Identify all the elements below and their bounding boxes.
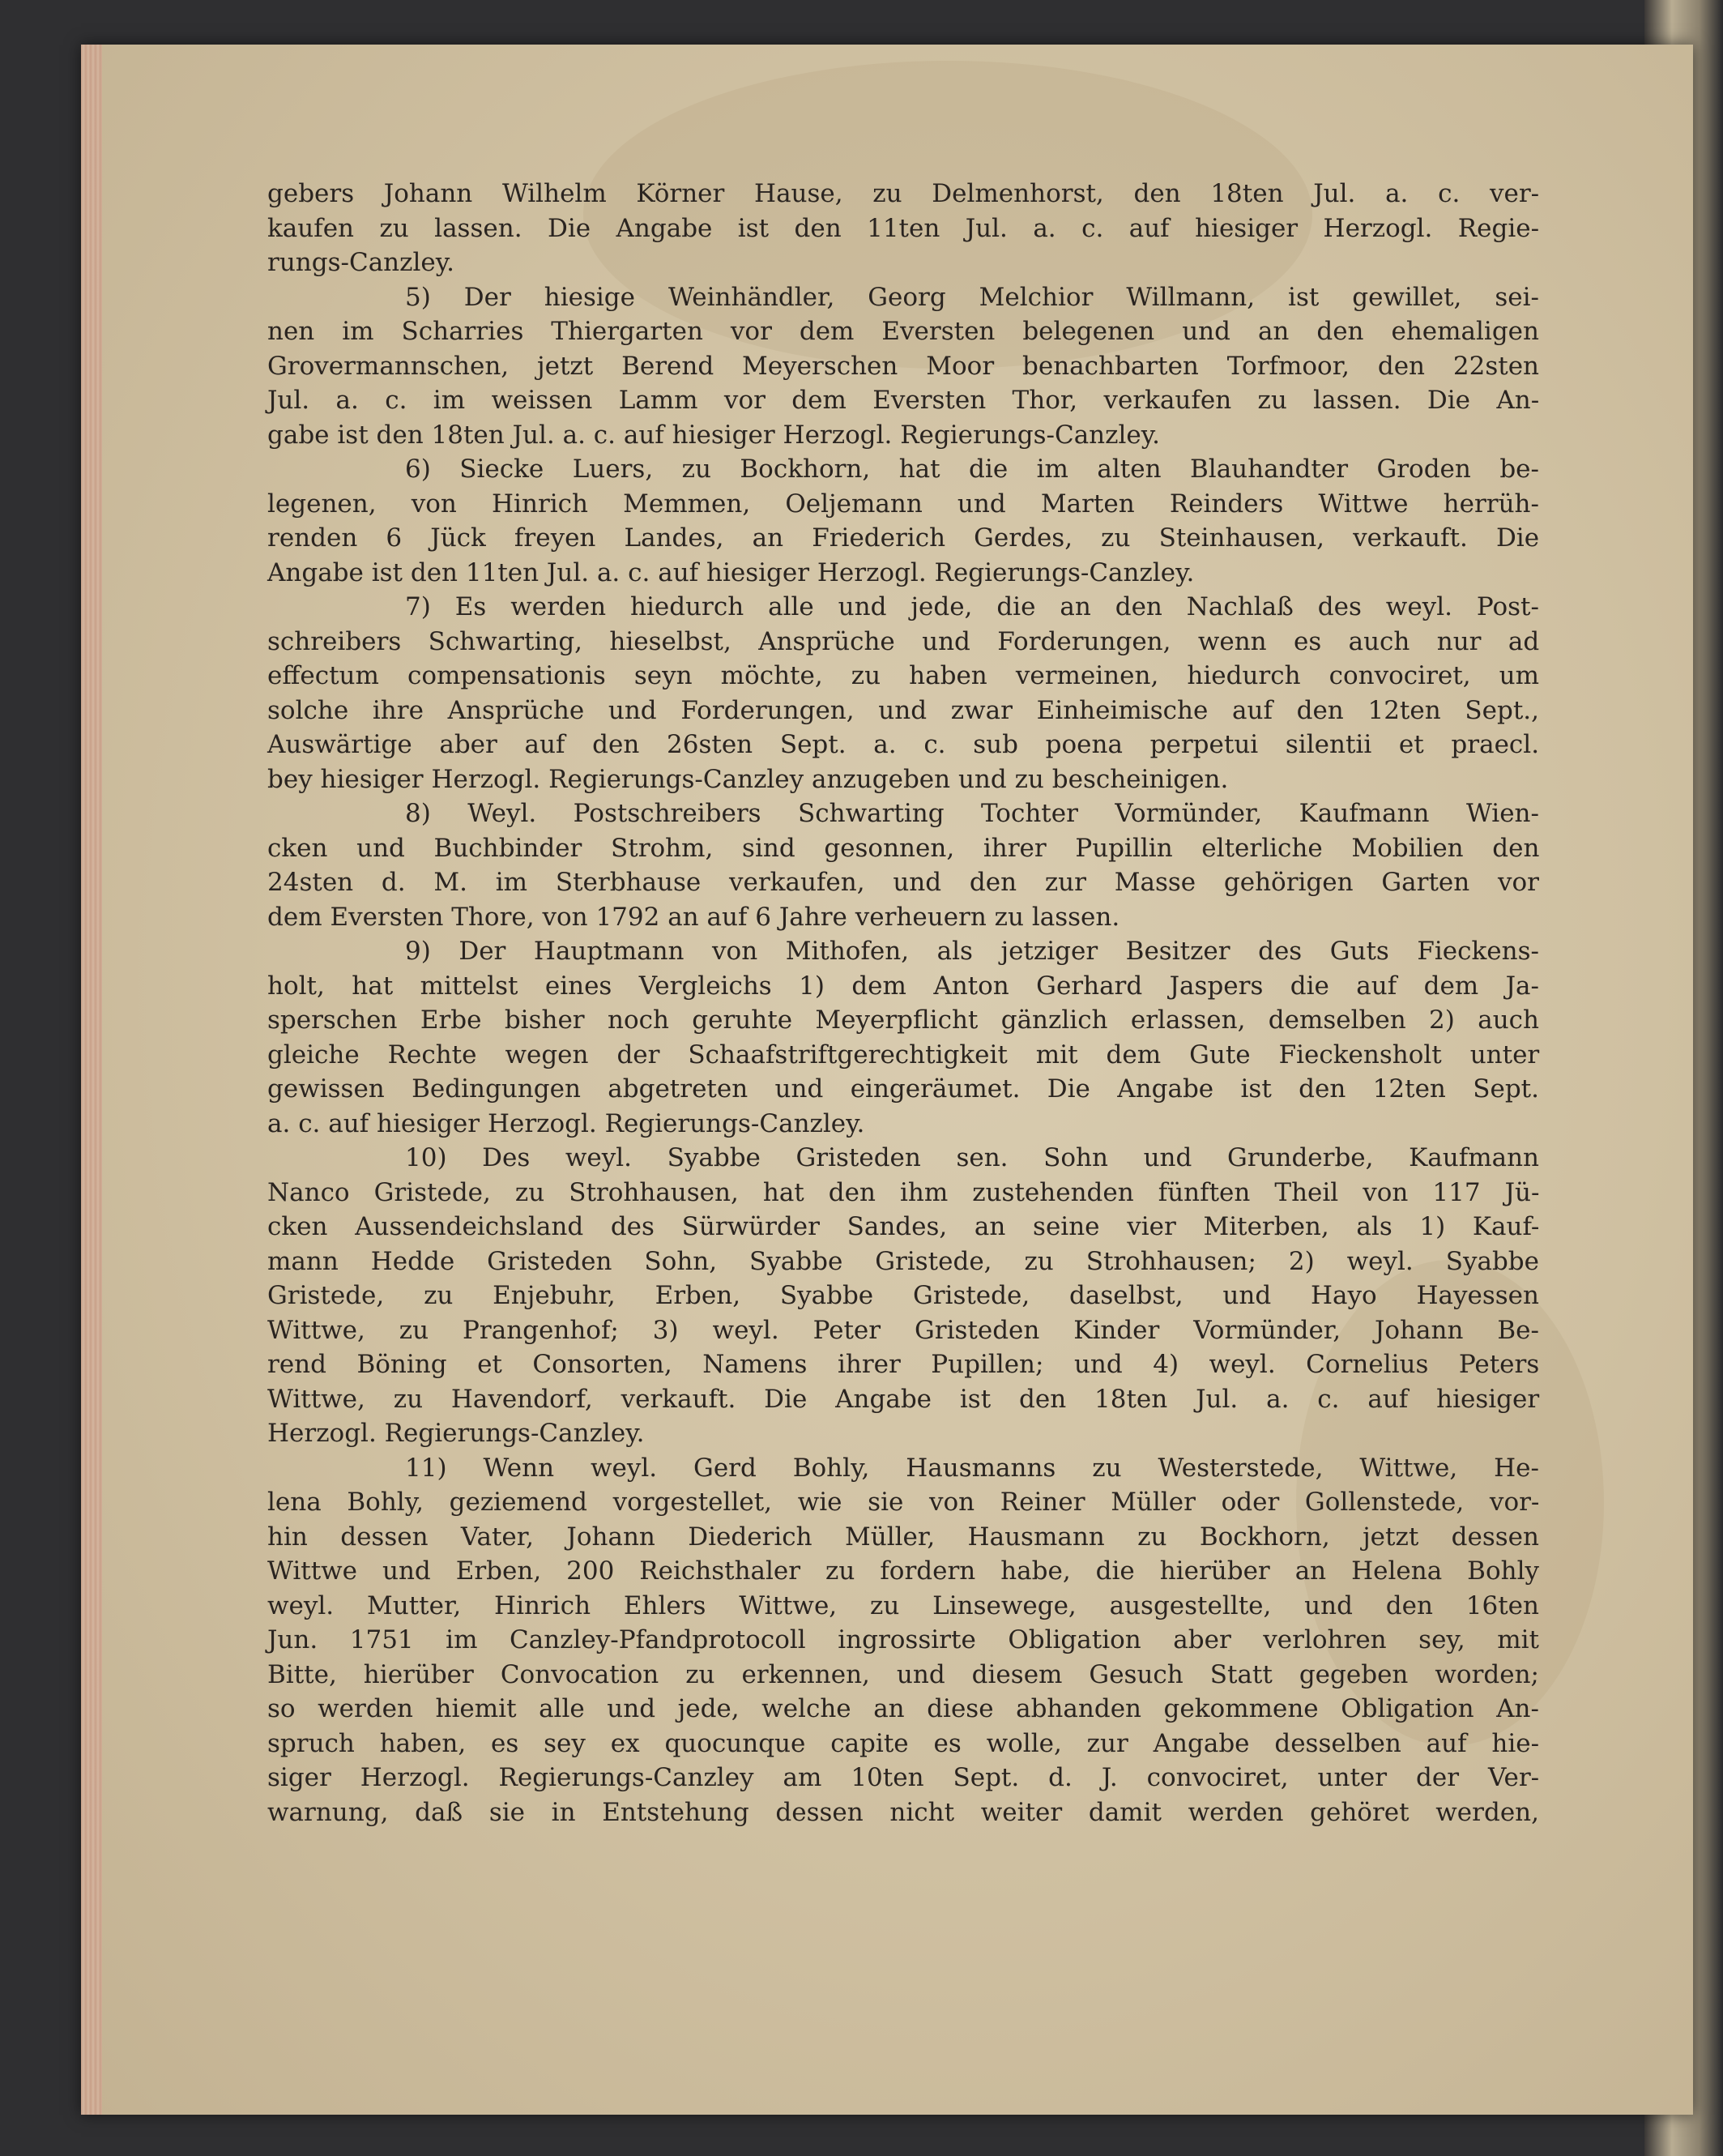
text-line: effectum compensationis seyn möchte, zu haben vermeinen, hiedurch convociret, um [267, 661, 1539, 690]
text-line: Jun. 1751 im Canzley-Pfandprotocoll ingrossirte Obligation aber verlohren sey, mit [267, 1625, 1539, 1654]
text-line: 24sten d. M. im Sterbhause verkaufen, und den zur Masse gehörigen Garten vor [267, 868, 1539, 897]
text-line: Nanco Gristede, zu Strohhausen, hat den ihm zustehenden fünften Theil von 117 Jü- [267, 1177, 1540, 1207]
text-line: cken und Buchbinder Strohm, sind gesonnen, ihrer Pupillin elterliche Mobilien den [267, 833, 1540, 863]
text-line: sperschen Erbe bisher noch geruhte Meyerpflicht gänzlich erlassen, demselben 2) auch [267, 1005, 1539, 1035]
text-line: 6) Siecke Luers, zu Bockhorn, hat die im alten Blauhandter Groden be- [405, 455, 1539, 484]
text-line: legenen, von Hinrich Memmen, Oeljemann und Marten Reinders Wittwe herrüh- [267, 489, 1539, 519]
page-text [267, 177, 1539, 1829]
text-line: kaufen zu lassen. Die Angabe ist den 11ten Jul. a. c. auf hiesiger Herzogl. Regie- [267, 213, 1540, 243]
text-line: mann Hedde Gristeden Sohn, Syabbe Gristede, zu Strohhausen; 2) weyl. Syabbe [267, 1246, 1539, 1276]
text-line: Angabe ist den 11ten Jul. a. c. auf hiesiger Herzogl. Regierungs-Canzley. [267, 557, 1195, 587]
text-line: siger Herzogl. Regierungs-Canzley am 10ten Sept. d. J. convociret, unter der Ver- [267, 1763, 1540, 1792]
text-line: warnung, daß sie in Entstehung dessen nicht weiter damit werden gehöret werden, [267, 1797, 1539, 1827]
text-line: solche ihre Ansprüche und Forderungen, und zwar Einheimische auf den 12ten Sept., [267, 695, 1539, 725]
text-line: Jul. a. c. im weissen Lamm vor dem Eversten Thor, verkaufen zu lassen. Die An- [267, 386, 1540, 415]
text-line: Auswärtige aber auf den 26sten Sept. a. c. sub poena perpetui silentii et praecl. [267, 730, 1540, 759]
text-line: renden 6 Jück freyen Landes, an Friederich Gerdes, zu Steinhausen, verkauft. Die [267, 523, 1540, 553]
text-line: weyl. Mutter, Hinrich Ehlers Wittwe, zu Linsewege, ausgestellte, und den 16ten [267, 1590, 1539, 1620]
text-line: 10) Des weyl. Syabbe Gristeden sen. Sohn und Grunderbe, Kaufmann [405, 1143, 1539, 1172]
text-line: 7) Es werden hiedurch alle und jede, die an den Nachlaß des weyl. Post- [405, 592, 1539, 621]
text-line: dem Eversten Thore, von 1792 an auf 6 Jahre verheuern zu lassen. [267, 902, 1120, 932]
text-line: rungs-Canzley. [267, 248, 454, 277]
text-line: schreibers Schwarting, hieselbst, Ansprüche und Forderungen, wenn es auch nur ad [267, 626, 1540, 656]
text-line: 8) Weyl. Postschreibers Schwarting Tochter Vormünder, Kaufmann Wien- [405, 799, 1539, 828]
text-line: cken Aussendeichsland des Sürwürder Sandes, an seine vier Miterben, als 1) Kauf- [267, 1212, 1540, 1241]
text-line: so werden hiemit alle und jede, welche an diese abhanden gekommene Obligation An- [267, 1694, 1539, 1723]
text-line: lena Bohly, geziemend vorgestellet, wie sie von Reiner Müller oder Gollenstede, vor- [267, 1488, 1540, 1517]
text-line: Wittwe, zu Havendorf, verkauft. Die Angabe ist den 18ten Jul. a. c. auf hiesiger [267, 1384, 1540, 1414]
text-line: Bitte, hierüber Convocation zu erkennen, und diesem Gesuch Statt gegeben worden; [267, 1659, 1539, 1689]
text-line: Wittwe und Erben, 200 Reichsthaler zu fordern habe, die hierüber an Helena Bohly [267, 1556, 1539, 1586]
page-stack-edge [81, 45, 102, 2115]
text-line: holt, hat mittelst eines Vergleichs 1) dem Anton Gerhard Jaspers die auf dem Ja- [267, 971, 1539, 1001]
text-line: bey hiesiger Herzogl. Regierungs-Canzley anzugeben und zu bescheinigen. [267, 764, 1229, 794]
text-line: a. c. auf hiesiger Herzogl. Regierungs-Canzley. [267, 1108, 865, 1138]
text-line: hin dessen Vater, Johann Diederich Müller, Hausmann zu Bockhorn, jetzt dessen [267, 1522, 1539, 1552]
text-line: 11) Wenn weyl. Gerd Bohly, Hausmanns zu Westerstede, Wittwe, He- [405, 1453, 1539, 1483]
text-line: nen im Scharries Thiergarten vor dem Eversten belegenen und an den ehemaligen [267, 317, 1539, 346]
text-line: Grovermannschen, jetzt Berend Meyerschen Moor benachbarten Torfmoor, den 22sten [267, 351, 1539, 381]
text-line: gewissen Bedingungen abgetreten und eingeräumet. Die Angabe ist den 12ten Sept. [267, 1074, 1539, 1104]
text-line: gabe ist den 18ten Jul. a. c. auf hiesiger Herzogl. Regierungs-Canzley. [267, 420, 1160, 450]
text-line: Herzogl. Regierungs-Canzley. [267, 1419, 645, 1448]
text-line: 9) Der Hauptmann von Mithofen, als jetziger Besitzer des Guts Fieckens- [405, 937, 1539, 966]
text-line: Wittwe, zu Prangenhof; 3) weyl. Peter Gristeden Kinder Vormünder, Johann Be- [267, 1315, 1539, 1345]
text-line: spruch haben, es sey ex quocunque capite es wolle, zur Angabe desselben auf hie- [267, 1728, 1540, 1758]
text-line: gleiche Rechte wegen der Schaafstriftgerechtigkeit mit dem Gute Fieckensholt unter [267, 1040, 1540, 1069]
text-line: gebers Johann Wilhelm Körner Hause, zu Delmenhorst, den 18ten Jul. a. c. ver- [267, 179, 1540, 208]
text-line: 5) Der hiesige Weinhändler, Georg Melchior Willmann, ist gewillet, sei- [405, 282, 1539, 312]
text-line: rend Böning et Consorten, Namens ihrer Pupillen; und 4) weyl. Cornelius Peters [267, 1350, 1540, 1379]
text-line: Gristede, zu Enjebuhr, Erben, Syabbe Gristede, daselbst, und Hayo Hayessen [267, 1281, 1539, 1310]
